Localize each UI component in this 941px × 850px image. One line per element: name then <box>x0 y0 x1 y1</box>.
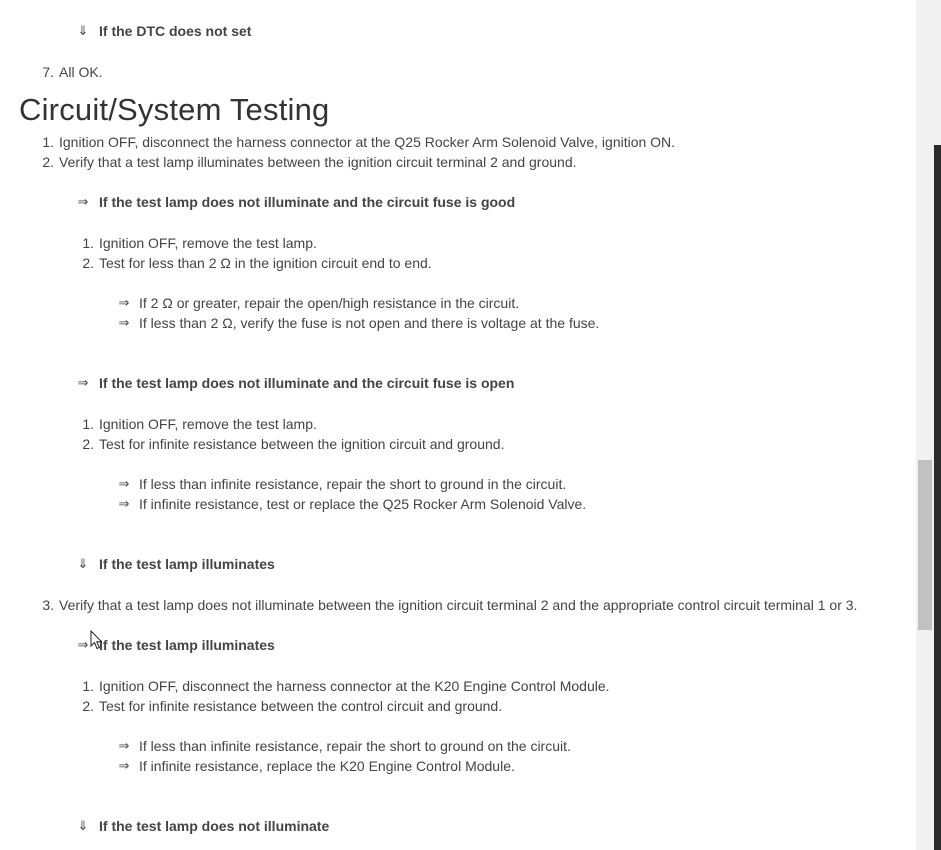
result-text: If less than infinite resistance, repair the short to ground on the circuit. <box>139 738 571 754</box>
step-1-text: Ignition OFF, disconnect the harness connector at the Q25 Rocker Arm Solenoid Valve, ignition ON. <box>59 134 676 150</box>
substep-number: 1. <box>82 235 94 251</box>
result-text: If less than infinite resistance, repair the short to ground in the circuit. <box>139 476 567 492</box>
down-arrow-icon: ⇓ <box>77 818 89 833</box>
result-text: If 2 Ω or greater, repair the open/high resistance in the circuit. <box>139 295 520 311</box>
result-heading-lamp-not-illuminate: If the test lamp does not illuminate <box>99 818 330 834</box>
right-arrow-icon: ⇒ <box>118 295 130 310</box>
step-number: 7. <box>42 64 54 80</box>
step-3-text: Verify that a test lamp does not illuminate between the ignition circuit terminal 2 and the appropriate control circuit terminal 1 or 3. <box>59 597 858 613</box>
substep-text: Test for less than 2 Ω in the ignition circuit end to end. <box>99 255 432 271</box>
result-heading-lamp-illuminates: If the test lamp illuminates <box>99 637 275 653</box>
down-arrow-icon: ⇓ <box>77 556 89 571</box>
substep-number: 1. <box>82 678 94 694</box>
right-arrow-icon: ⇒ <box>118 738 130 753</box>
right-arrow-icon: ⇒ <box>77 375 89 390</box>
step-7-text: All OK. <box>59 64 103 80</box>
step-number: 1. <box>42 134 54 150</box>
step-number: 3. <box>42 597 54 613</box>
right-arrow-icon: ⇒ <box>118 476 130 491</box>
right-arrow-icon: ⇒ <box>77 194 89 209</box>
step-2-text: Verify that a test lamp illuminates between the ignition circuit terminal 2 and ground. <box>59 154 577 170</box>
right-arrow-icon: ⇒ <box>118 496 130 511</box>
down-arrow-icon: ⇓ <box>77 23 89 38</box>
window-edge <box>934 145 941 850</box>
substep-number: 2. <box>82 255 94 271</box>
section-title: Circuit/System Testing <box>19 92 330 127</box>
substep-text: Ignition OFF, disconnect the harness connector at the K20 Engine Control Module. <box>99 678 610 694</box>
result-heading-fuse-good: If the test lamp does not illuminate and the circuit fuse is good <box>99 194 516 210</box>
result-heading-dtc-not-set: If the DTC does not set <box>99 23 252 39</box>
mouse-cursor-icon <box>90 630 104 650</box>
substep-number: 1. <box>82 416 94 432</box>
substep-number: 2. <box>82 436 94 452</box>
right-arrow-icon: ⇒ <box>118 315 130 330</box>
right-arrow-icon: ⇒ <box>118 758 130 773</box>
result-heading-fuse-open: If the test lamp does not illuminate and the circuit fuse is open <box>99 375 515 391</box>
result-text: If less than 2 Ω, verify the fuse is not open and there is voltage at the fuse. <box>139 315 600 331</box>
result-heading-lamp-illuminates: If the test lamp illuminates <box>99 556 275 572</box>
substep-text: Test for infinite resistance between the control circuit and ground. <box>99 698 503 714</box>
substep-text: Ignition OFF, remove the test lamp. <box>99 416 317 432</box>
result-text: If infinite resistance, replace the K20 Engine Control Module. <box>139 758 515 774</box>
step-number: 2. <box>42 154 54 170</box>
substep-text: Ignition OFF, remove the test lamp. <box>99 235 317 251</box>
substep-text: Test for infinite resistance between the ignition circuit and ground. <box>99 436 505 452</box>
substep-number: 2. <box>82 698 94 714</box>
result-text: If infinite resistance, test or replace the Q25 Rocker Arm Solenoid Valve. <box>139 496 587 512</box>
right-arrow-icon: ⇒ <box>77 637 89 652</box>
vertical-scrollbar-thumb[interactable] <box>918 460 932 630</box>
